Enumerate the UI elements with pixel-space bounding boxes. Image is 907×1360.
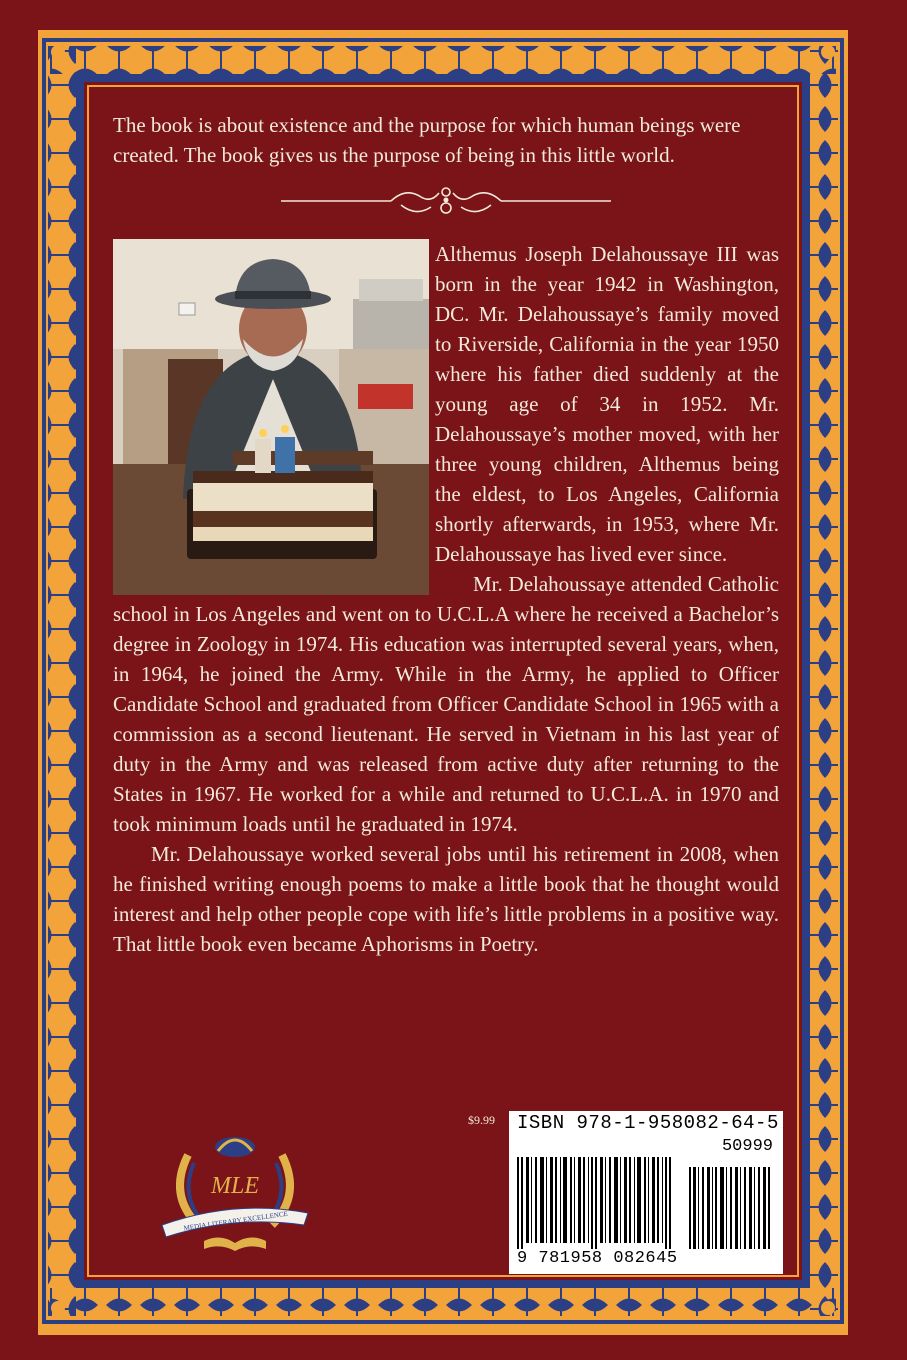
book-description: The book is about existence and the purpose for which human beings were created. The book gives us the purpose of being in this little world. — [113, 113, 741, 167]
bio-paragraph: Althemus Joseph Delahoussaye III was born in the year 1942 in Washington, DC. Mr. Delahoussaye’s family moved to Riverside, California in the year 1950 where his father died suddenly at the young age of 34 in 1952. Mr. Delahoussaye’s mother moved, with her three young children, Althemus being the eldest, to Los Angeles, California shortly afterwards, in 1953, where Mr. Delahoussaye has lived ever since. — [435, 242, 779, 566]
back-cover-text — [113, 110, 779, 959]
price-label: $9.99 — [468, 1113, 495, 1127]
svg-text:MEDIA LITERARY EXCELLENCE: MEDIA LITERARY EXCELLENCE — [183, 1209, 289, 1233]
bio-paragraph: Mr. Delahoussaye attended Catholic school in Los Angeles and went on to U.C.L.A where he received a Bachelor’s degree in Zoology in 1974. His education was interrupted several years, when, in 1964, he joined the Army. While in the Army, he applied to Officer Candidate School and graduated from Officer Candidate School in 1965 with a commission as a second lieutenant. He served in Vietnam in his last year of duty in the Army and was released from active duty after returning to the States in 1967. He worked for a while and returned to U.C.L.A. in 1970 and took minimum loads until he graduated in 1974. — [113, 572, 779, 836]
isbn-barcode — [509, 1111, 783, 1274]
barcode-addon-digits: 50999 — [721, 1137, 773, 1156]
barcode-bars — [517, 1157, 777, 1249]
author-photo — [113, 239, 429, 595]
barcode-digits: 9 781958 082645 — [517, 1249, 678, 1268]
divider-ornament — [281, 183, 611, 219]
bio-paragraph: Mr. Delahoussaye worked several jobs until his retirement in 2008, when he finished writing enough poems to make a little book that he thought would interest and help other people cope with life’s little problems in a positive way. That little book even became Aphorisms in Poetry. — [113, 842, 779, 956]
publisher-logo — [158, 1125, 312, 1257]
isbn-text: ISBN 978-1-958082-64-5 — [517, 1112, 779, 1134]
svg-text:MLE: MLE — [211, 1173, 259, 1199]
